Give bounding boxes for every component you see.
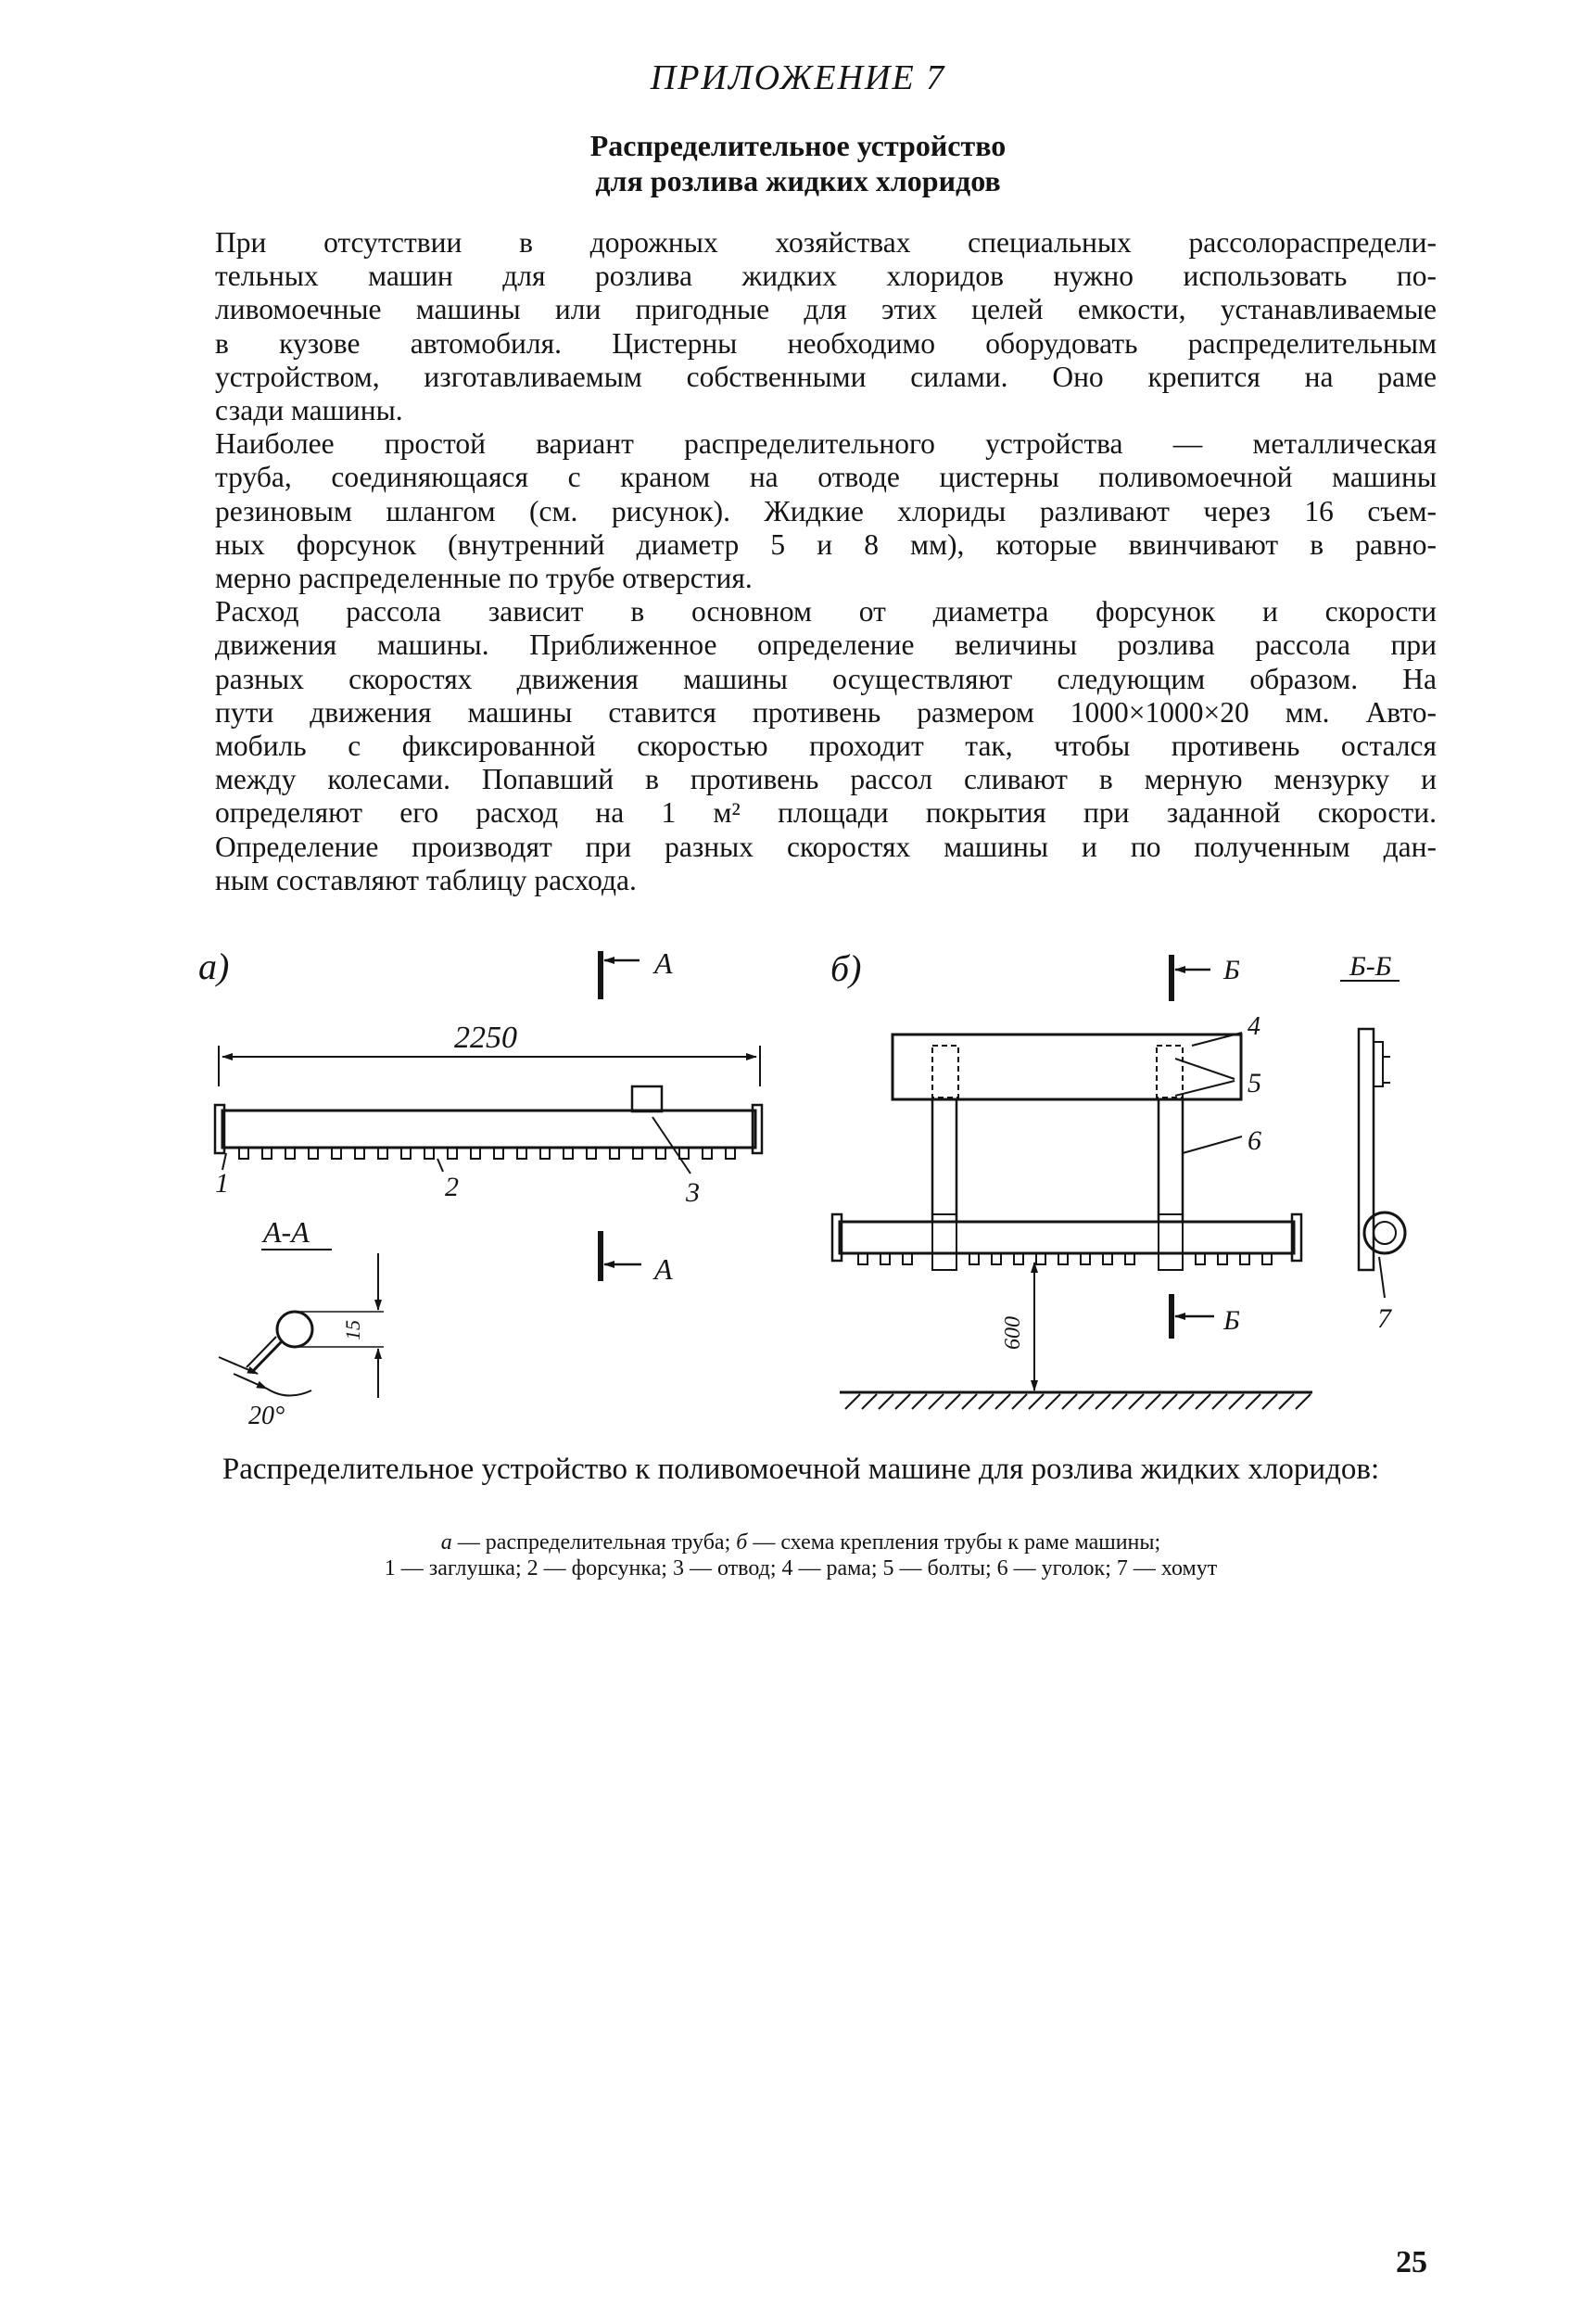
section-arrow-a-top xyxy=(601,951,640,999)
figure-b-mount xyxy=(832,1033,1312,1409)
text-line: ливомоечные машины или пригодные для этих целей емкости, устанавливаемые xyxy=(215,293,1437,326)
section-title-line-2: для розлива жидких хлоридов xyxy=(595,164,1001,197)
text-line: ным составляют таблицу расхода. xyxy=(215,863,637,896)
figure-a-pipe xyxy=(215,1046,762,1174)
figure-b-label: б) xyxy=(830,947,862,989)
text-line: мерно распределенные по трубе отверстия. xyxy=(215,562,753,595)
text-line: устройством, изготавливаемым собственными силами. Оно крепится на раме xyxy=(215,360,1437,393)
text-line: сзади машины. xyxy=(215,394,403,427)
caption-text-b: — схема крепления трубы к раме машины; xyxy=(747,1530,1161,1555)
callout-4: 4 xyxy=(1248,1012,1260,1041)
text-line: в кузове автомобиля. Цистерны необходимо оборудовать распределительным xyxy=(215,326,1437,360)
section-title-line-1: Распределительное устройство xyxy=(589,129,1007,162)
text-line: тельных машин для розлива жидких хлоридов нужно использовать по- xyxy=(215,260,1437,293)
text-line: Определение производят при разных скоростях машины и по полученным дан- xyxy=(215,830,1437,863)
section-b-bottom-label: Б xyxy=(1223,1305,1240,1336)
section-arrow-b-top xyxy=(1172,955,1210,1001)
caption-key-b: б xyxy=(736,1530,748,1555)
nozzles-b xyxy=(858,1253,1272,1264)
text-line: При отсутствии в дорожных хозяйствах специальных рассолораспредели- xyxy=(215,226,1437,259)
callout-1: 1 xyxy=(215,1168,229,1199)
callout-3: 3 xyxy=(686,1177,700,1208)
caption-parts-line xyxy=(184,1530,1418,1555)
figure-caption: Распределительное устройство к поливомоечной машине для розлива жидких хлоридов: xyxy=(222,1453,1380,1486)
section-bb-title: Б-Б xyxy=(1349,951,1392,982)
text-line: мобиль с фиксированной скоростью проходит так, чтобы противень остался xyxy=(215,730,1437,763)
section-a-top-label: А xyxy=(654,946,673,980)
text-line: ных форсунок (внутренний диаметр 5 и 8 мм), которые ввинчивают в равно- xyxy=(215,527,1437,561)
section-bb-detail xyxy=(1340,981,1405,1298)
section-aa-title: А-А xyxy=(263,1215,310,1249)
dimension-15-label: 15 xyxy=(341,1320,364,1340)
caption-legend-line: 1 — заглушка; 2 — форсунка; 3 — отвод; 4 — рама; 5 — болты; 6 — уголок; 7 — хомут xyxy=(384,1556,1218,1580)
section-arrow-a-bottom xyxy=(601,1231,641,1281)
figure-caption-legend xyxy=(184,1530,1418,1581)
page-number: 25 xyxy=(1396,2245,1427,2279)
callout-7: 7 xyxy=(1377,1303,1391,1334)
text-line: разных скоростях движения машины осуществляют следующим образом. На xyxy=(215,662,1437,695)
section-arrow-b-bottom xyxy=(1172,1294,1214,1339)
text-line: определяют его расход на 1 м² площади покрытия при заданной скорости. xyxy=(215,796,1437,830)
text-line: пути движения машины ставится противень размером 1000×1000×20 мм. Авто- xyxy=(215,695,1437,729)
text-line: между колесами. Попавший в противень рассол сливают в мерную мензурку и xyxy=(215,763,1437,796)
dimension-angle-label: 20° xyxy=(248,1402,285,1430)
text-line: Расход рассола зависит в основном от диаметра форсунок и скорости xyxy=(215,595,1437,628)
text-line: движения машины. Приближенное определение величины розлива рассола при xyxy=(215,628,1437,662)
section-b-top-label: Б xyxy=(1223,955,1240,985)
nozzles-a xyxy=(239,1148,735,1159)
callout-5: 5 xyxy=(1248,1068,1261,1098)
text-line: Наиболее простой вариант распределительного устройства — металлическая xyxy=(215,427,1437,461)
figure-a-label: а) xyxy=(198,946,230,987)
dimension-600-label: 600 xyxy=(1001,1316,1025,1350)
section-a-bottom-label: А xyxy=(654,1252,673,1286)
dimension-length-label: 2250 xyxy=(454,1021,517,1055)
caption-key-a: а xyxy=(440,1530,452,1555)
text-line: труба, соединяющаяся с краном на отводе цистерны поливомоечной машины xyxy=(215,461,1437,494)
caption-text-a: — распределительная труба; xyxy=(451,1530,737,1555)
text-line: резиновым шлангом (см. рисунок). Жидкие хлориды разливают через 16 съем- xyxy=(215,494,1437,527)
appendix-heading: ПРИЛОЖЕНИЕ 7 xyxy=(650,58,946,97)
callout-6: 6 xyxy=(1248,1125,1261,1156)
callout-2: 2 xyxy=(445,1172,459,1202)
